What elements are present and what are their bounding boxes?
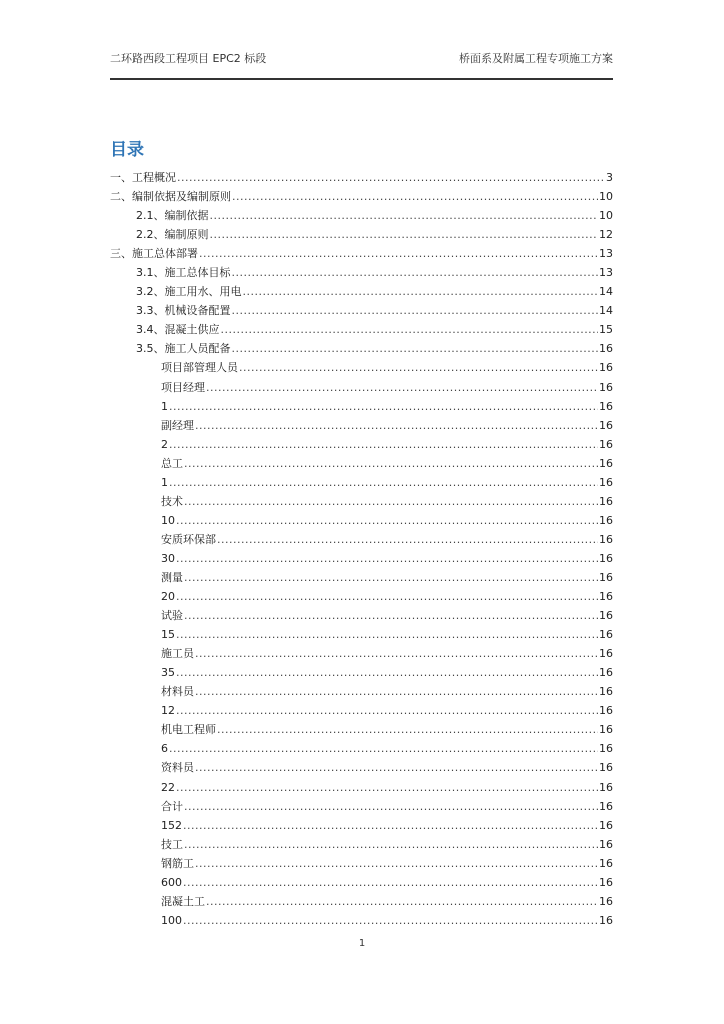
toc-entry[interactable]: [110, 473, 613, 492]
toc-entry-page: 14: [599, 285, 613, 299]
toc-entry-page: 16: [599, 475, 613, 489]
toc-entry-label: 3.2、施工用水、用电: [136, 285, 242, 299]
toc-entry-page: 16: [599, 856, 613, 870]
toc-leader-dots: [169, 435, 598, 454]
toc-leader-dots: [195, 854, 598, 873]
toc-entry-label: 3.5、施工人员配备: [136, 342, 231, 356]
toc-title: 目录: [110, 140, 144, 160]
toc-entry-label: 600: [161, 875, 182, 889]
toc-entry-page: 3: [606, 171, 613, 184]
toc-entry[interactable]: [110, 816, 613, 835]
toc-leader-dots: [199, 244, 598, 263]
toc-entry-label: 15: [161, 628, 175, 642]
toc-entry-label: 总工: [161, 456, 183, 470]
toc-entry[interactable]: [110, 720, 613, 739]
toc-entry-label: 3.3、机械设备配置: [136, 304, 231, 318]
toc-entry-label: 6: [161, 742, 168, 756]
toc-entry-label: 安质环保部: [161, 532, 216, 546]
toc-leader-dots: [210, 225, 599, 244]
toc-entry[interactable]: [110, 778, 613, 797]
toc-entry-page: 10: [599, 209, 613, 223]
toc-entry-page: 16: [599, 437, 613, 451]
toc-entry[interactable]: [110, 873, 613, 892]
toc-leader-dots: [176, 587, 598, 606]
toc-entry[interactable]: [110, 416, 613, 435]
toc-entry[interactable]: [110, 625, 613, 644]
table-of-contents: [110, 168, 613, 930]
toc-entry[interactable]: [110, 568, 613, 587]
toc-leader-dots: [184, 797, 598, 816]
toc-entry-label: 22: [161, 780, 175, 794]
toc-entry-label: 技术: [161, 494, 183, 508]
toc-entry-label: 152: [161, 818, 182, 832]
toc-entry-page: 16: [599, 380, 613, 394]
toc-entry[interactable]: [110, 701, 613, 720]
toc-entry[interactable]: [110, 492, 613, 511]
toc-entry[interactable]: [110, 758, 613, 777]
toc-entry-label: 副经理: [161, 418, 194, 432]
toc-entry-page: 16: [599, 551, 613, 565]
toc-entry-label: 钢筋工: [161, 856, 194, 870]
toc-entry-label: 12: [161, 704, 175, 718]
toc-entry-page: 16: [599, 494, 613, 508]
toc-leader-dots: [169, 739, 598, 758]
toc-leader-dots: [232, 187, 598, 206]
toc-leader-dots: [232, 301, 599, 320]
toc-entry[interactable]: [110, 378, 613, 397]
page-number: 1: [358, 938, 366, 949]
toc-entry[interactable]: [110, 187, 613, 206]
toc-leader-dots: [169, 473, 598, 492]
toc-entry[interactable]: [110, 225, 613, 244]
toc-entry[interactable]: [110, 663, 613, 682]
toc-entry-label: 合计: [161, 799, 183, 813]
toc-entry[interactable]: [110, 606, 613, 625]
toc-leader-dots: [184, 568, 598, 587]
toc-leader-dots: [184, 454, 598, 473]
toc-entry-page: 16: [599, 513, 613, 527]
toc-entry[interactable]: [110, 549, 613, 568]
toc-entry[interactable]: [110, 263, 613, 282]
toc-leader-dots: [169, 397, 598, 416]
toc-entry[interactable]: [110, 301, 613, 320]
toc-entry-label: 试验: [161, 609, 183, 623]
toc-entry[interactable]: [110, 206, 613, 225]
toc-entry-page: 16: [599, 799, 613, 813]
toc-leader-dots: [232, 339, 599, 358]
toc-entry[interactable]: [110, 644, 613, 663]
toc-entry-page: 16: [599, 780, 613, 794]
toc-entry-page: 16: [599, 628, 613, 642]
toc-leader-dots: [195, 416, 598, 435]
page-header: [110, 50, 613, 70]
toc-entry-page: 16: [599, 837, 613, 851]
toc-leader-dots: [206, 378, 598, 397]
toc-entry-label: 1: [161, 475, 168, 489]
toc-entry-label: 1: [161, 399, 168, 413]
toc-leader-dots: [217, 530, 598, 549]
toc-leader-dots: [210, 206, 599, 225]
header-document-title: 桥面系及附属工程专项施工方案: [459, 52, 613, 65]
toc-leader-dots: [195, 644, 598, 663]
toc-entry-page: 16: [599, 913, 613, 927]
toc-entry-label: 材料员: [161, 685, 194, 699]
toc-leader-dots: [176, 625, 598, 644]
toc-entry-label: 测量: [161, 570, 183, 584]
toc-leader-dots: [217, 720, 598, 739]
toc-leader-dots: [206, 892, 598, 911]
toc-entry[interactable]: [110, 739, 613, 758]
toc-entry-page: 16: [599, 570, 613, 584]
toc-entry-label: 2.2、编制原则: [136, 228, 209, 242]
toc-entry-label: 100: [161, 913, 182, 927]
toc-entry[interactable]: [110, 911, 613, 930]
toc-leader-dots: [176, 549, 598, 568]
toc-entry[interactable]: [110, 435, 613, 454]
toc-leader-dots: [177, 168, 605, 187]
toc-entry[interactable]: [110, 797, 613, 816]
toc-leader-dots: [176, 663, 598, 682]
toc-entry[interactable]: [110, 397, 613, 416]
toc-entry-label: 一、工程概况: [110, 171, 176, 184]
toc-entry-label: 10: [161, 513, 175, 527]
toc-entry-page: 16: [599, 609, 613, 623]
toc-entry-page: 16: [599, 647, 613, 661]
toc-leader-dots: [176, 511, 598, 530]
toc-entry-page: 16: [599, 399, 613, 413]
toc-entry-label: 2: [161, 437, 168, 451]
toc-entry-label: 技工: [161, 837, 183, 851]
toc-leader-dots: [183, 816, 598, 835]
toc-leader-dots: [239, 358, 598, 377]
toc-entry-page: 16: [599, 742, 613, 756]
toc-leader-dots: [195, 682, 598, 701]
toc-entry-label: 30: [161, 551, 175, 565]
toc-entry[interactable]: [110, 339, 613, 358]
toc-entry-page: 16: [599, 894, 613, 908]
toc-entry-label: 二、编制依据及编制原则: [110, 190, 231, 204]
toc-entry-page: 16: [599, 723, 613, 737]
toc-entry-label: 资料员: [161, 761, 194, 775]
toc-entry[interactable]: [110, 854, 613, 873]
toc-entry-page: 13: [599, 266, 613, 280]
toc-entry[interactable]: [110, 168, 613, 187]
toc-entry-label: 混凝土工: [161, 894, 205, 908]
toc-entry[interactable]: [110, 682, 613, 701]
toc-entry-page: 16: [599, 818, 613, 832]
toc-entry-label: 项目经理: [161, 380, 205, 394]
toc-entry-page: 16: [599, 761, 613, 775]
toc-entry-label: 3.4、混凝土供应: [136, 323, 220, 337]
toc-entry-label: 2.1、编制依据: [136, 209, 209, 223]
toc-leader-dots: [176, 778, 598, 797]
toc-entry-page: 16: [599, 590, 613, 604]
toc-entry[interactable]: [110, 892, 613, 911]
toc-entry-page: 14: [599, 304, 613, 318]
toc-entry-page: 16: [599, 685, 613, 699]
toc-entry[interactable]: [110, 454, 613, 473]
toc-entry-page: 16: [599, 704, 613, 718]
toc-entry-label: 施工员: [161, 647, 194, 661]
toc-entry[interactable]: [110, 282, 613, 301]
toc-entry-label: 三、施工总体部署: [110, 247, 198, 261]
toc-entry-page: 16: [599, 361, 613, 375]
toc-entry[interactable]: [110, 244, 613, 263]
header-project-name: 二环路西段工程项目 EPC2 标段: [110, 52, 267, 65]
toc-entry-label: 20: [161, 590, 175, 604]
toc-entry[interactable]: [110, 320, 613, 339]
toc-leader-dots: [232, 263, 599, 282]
toc-entry[interactable]: [110, 358, 613, 377]
toc-entry-label: 3.1、施工总体目标: [136, 266, 231, 280]
toc-entry-page: 13: [599, 247, 613, 261]
toc-entry-page: 16: [599, 456, 613, 470]
toc-entry-label: 35: [161, 666, 175, 680]
toc-entry-page: 16: [599, 418, 613, 432]
toc-entry[interactable]: [110, 530, 613, 549]
header-divider: [110, 78, 613, 80]
toc-leader-dots: [183, 911, 598, 930]
toc-entry-label: 项目部管理人员: [161, 361, 238, 375]
toc-entry-page: 16: [599, 342, 613, 356]
toc-leader-dots: [183, 873, 598, 892]
toc-entry-page: 15: [599, 323, 613, 337]
toc-entry[interactable]: [110, 587, 613, 606]
toc-leader-dots: [243, 282, 599, 301]
toc-entry-page: 10: [599, 190, 613, 204]
toc-leader-dots: [176, 701, 598, 720]
toc-entry-page: 16: [599, 666, 613, 680]
toc-leader-dots: [184, 835, 598, 854]
toc-entry-label: 机电工程师: [161, 723, 216, 737]
toc-leader-dots: [184, 606, 598, 625]
toc-entry-page: 16: [599, 875, 613, 889]
toc-entry-page: 16: [599, 532, 613, 546]
toc-entry-page: 12: [599, 228, 613, 242]
toc-leader-dots: [221, 320, 599, 339]
toc-entry[interactable]: [110, 835, 613, 854]
toc-leader-dots: [195, 758, 598, 777]
toc-entry[interactable]: [110, 511, 613, 530]
toc-leader-dots: [184, 492, 598, 511]
